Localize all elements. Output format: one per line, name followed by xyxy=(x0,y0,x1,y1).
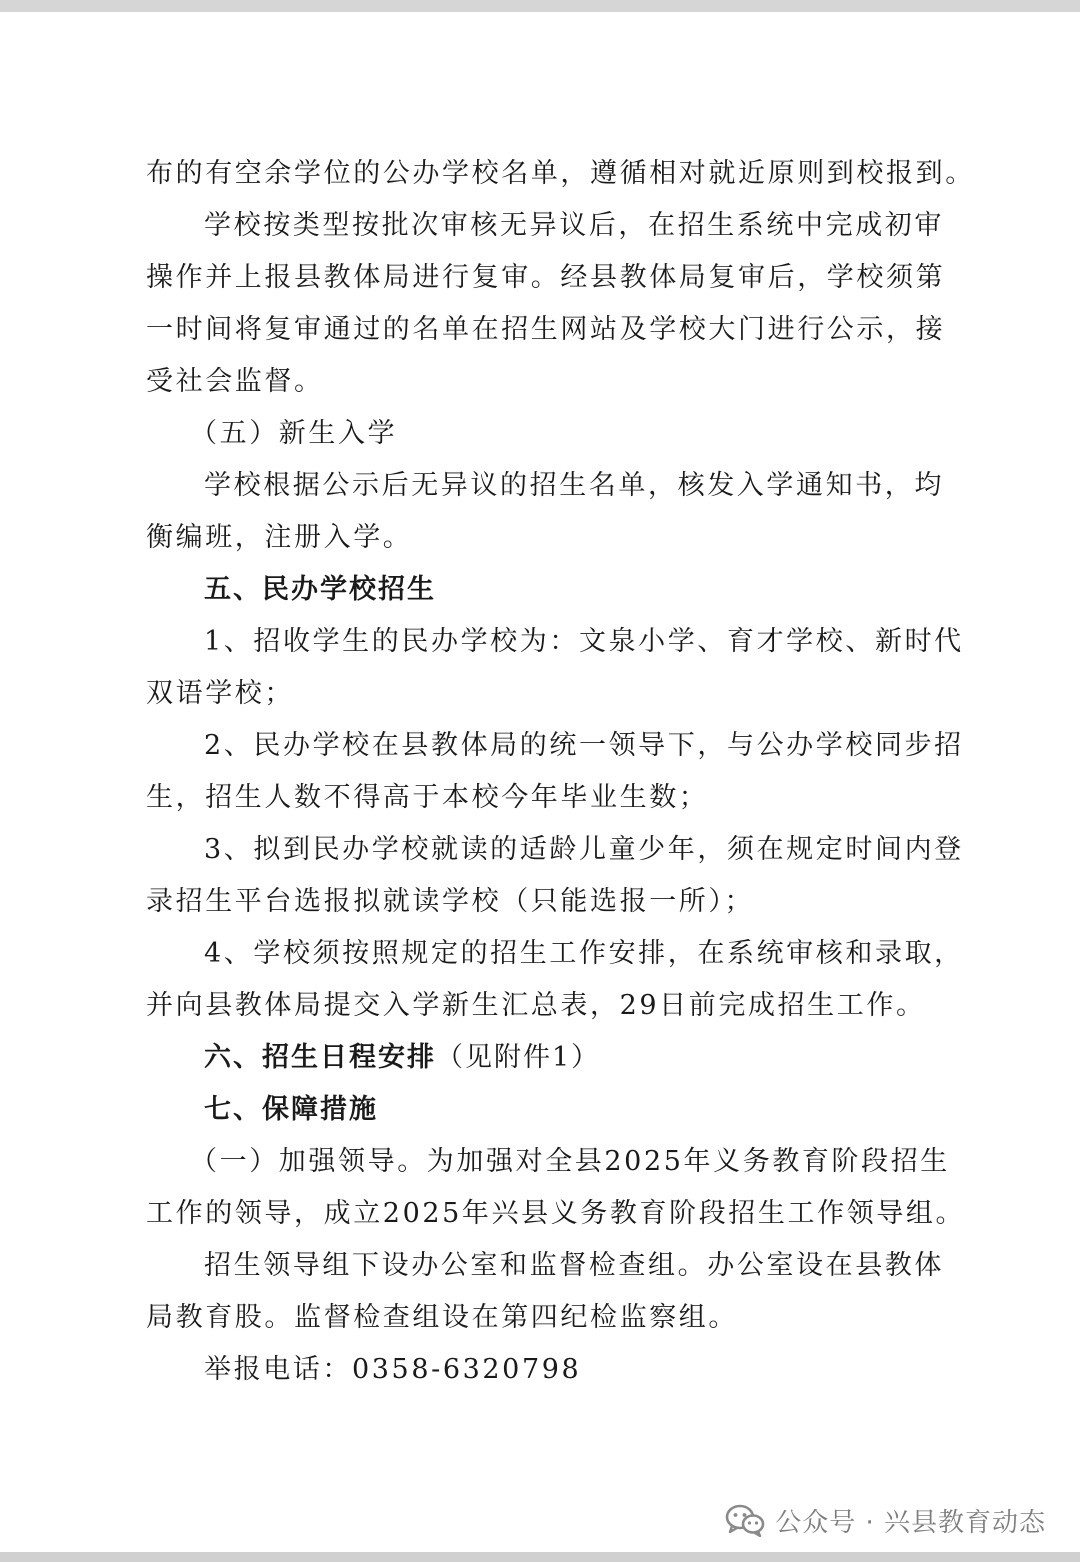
list-item-continuation: 生，招生人数不得高于本校今年毕业生数； xyxy=(146,782,709,813)
paragraph-line: 受社会监督。 xyxy=(146,366,324,397)
list-item: 3、拟到民办学校就读的适龄儿童少年，须在规定时间内登 xyxy=(204,834,964,865)
paragraph-line: 学校根据公示后无异议的招生名单，核发入学通知书，均 xyxy=(204,470,944,501)
section-heading xyxy=(146,1032,938,1084)
report-phone: 举报电话：0358-6320798 xyxy=(204,1354,582,1385)
list-item-continuation: 双语学校； xyxy=(146,678,294,709)
paragraph-line: 操作并上报县教体局进行复审。经县教体局复审后，学校须第 xyxy=(146,262,946,293)
paragraph-line: 学校按类型按批次审核无异议后，在招生系统中完成初审 xyxy=(204,210,944,241)
paragraph-line: （一）加强领导。为加强对全县2025年义务教育阶段招生 xyxy=(190,1146,950,1177)
watermark-text: 公众号 · 兴县教育动态 xyxy=(775,1507,1046,1538)
list-item-continuation: 录招生平台选报拟就读学校（只能选报一所）； xyxy=(146,886,755,917)
wechat-icon xyxy=(725,1503,765,1537)
paragraph-line: 局教育股。监督检查组设在第四纪检监察组。 xyxy=(146,1302,738,1333)
list-item: 2、民办学校在县教体局的统一领导下，与公办学校同步招 xyxy=(204,730,964,761)
paragraph-line: 布的有空余学位的公办学校名单，遵循相对就近原则到校报到。 xyxy=(146,158,975,189)
scan-top-edge xyxy=(0,0,1080,12)
paragraph-line: 工作的领导，成立2025年兴县义务教育阶段招生工作领导组。 xyxy=(146,1198,966,1229)
list-item-continuation: 并向县教体局提交入学新生汇总表，29日前完成招生工作。 xyxy=(146,990,926,1021)
list-item: 1、招收学生的民办学校为：文泉小学、育才学校、新时代 xyxy=(204,626,964,657)
section-heading: 七、保障措施 xyxy=(204,1094,378,1125)
paragraph-line: 招生领导组下设办公室和监督检查组。办公室设在县教体 xyxy=(204,1250,944,1281)
wechat-watermark xyxy=(725,1498,1046,1542)
section-heading-note: （见附件1） xyxy=(436,1042,601,1073)
section-heading-title: 六、招生日程安排 xyxy=(204,1042,436,1073)
section-heading: 五、民办学校招生 xyxy=(204,574,436,605)
list-item: 4、学校须按照规定的招生工作安排，在系统审核和录取， xyxy=(204,938,964,969)
scan-bottom-edge xyxy=(0,1552,1080,1562)
paragraph-line: 一时间将复审通过的名单在招生网站及学校大门进行公示，接 xyxy=(146,314,946,345)
document-body xyxy=(146,148,975,1396)
subsection-heading: （五）新生入学 xyxy=(190,418,398,449)
paragraph-line: 衡编班，注册入学。 xyxy=(146,522,413,553)
